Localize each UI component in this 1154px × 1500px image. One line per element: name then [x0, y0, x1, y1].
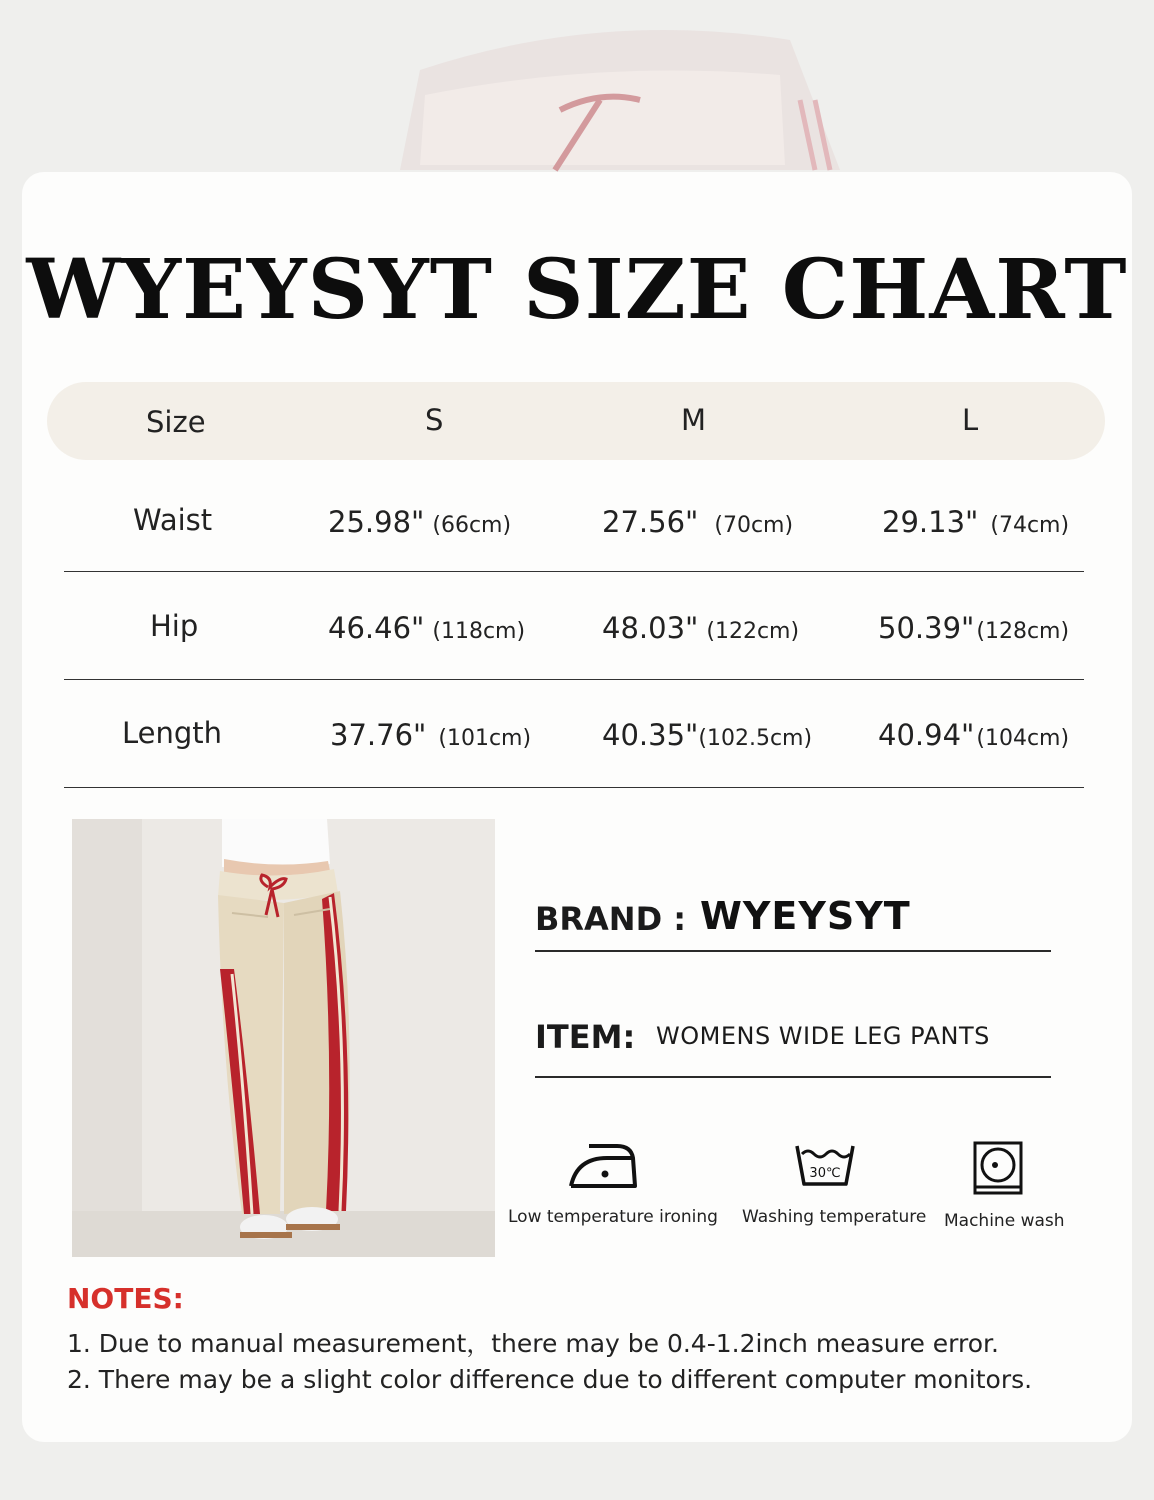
- item-value: WOMENS WIDE LEG PANTS: [656, 1022, 990, 1050]
- care-label-washing: Washing temperature: [742, 1207, 927, 1227]
- waist-s: 25.98" (66cm): [328, 505, 512, 539]
- item-label: ITEM:: [535, 1018, 636, 1056]
- length-m: 40.35"(102.5cm): [602, 718, 813, 752]
- machine-wash-icon: [973, 1141, 1023, 1195]
- table-divider: [64, 571, 1084, 572]
- waist-l: 29.13" (74cm): [882, 505, 1070, 539]
- table-divider: [64, 679, 1084, 680]
- product-photo: [72, 819, 495, 1257]
- brand-value: WYEYSYT: [700, 894, 911, 938]
- hip-s: 46.46" (118cm): [328, 611, 526, 645]
- length-l: 40.94"(104cm): [878, 718, 1070, 752]
- care-label-ironing: Low temperature ironing: [508, 1207, 718, 1227]
- brand-divider: [535, 950, 1051, 952]
- header-size: Size: [146, 405, 206, 439]
- length-s: 37.76" (101cm): [330, 718, 532, 752]
- note-item: 1. Due to manual measurement，there may be 0.4-1.2inch measure error.: [67, 1329, 999, 1358]
- header-s: S: [425, 403, 444, 437]
- table-divider: [64, 787, 1084, 788]
- notes-title: NOTES:: [67, 1282, 184, 1315]
- note-item: 2. There may be a slight color difference due to different computer monitors.: [67, 1365, 1033, 1394]
- brand-label: BRAND :: [535, 900, 687, 938]
- hip-m: 48.03" (122cm): [602, 611, 800, 645]
- wash-temp-text: 30℃: [809, 1166, 841, 1181]
- row-label-waist: Waist: [133, 503, 213, 537]
- header-l: L: [962, 403, 979, 437]
- hip-l: 50.39"(128cm): [878, 611, 1070, 645]
- row-label-hip: Hip: [150, 609, 199, 643]
- table-header-background: [47, 382, 1105, 460]
- item-divider: [535, 1076, 1051, 1078]
- header-m: M: [681, 403, 707, 437]
- page-title: WYEYSYT SIZE CHART: [26, 242, 1128, 338]
- low-temperature-iron-icon: [567, 1142, 639, 1192]
- waist-m: 27.56" (70cm): [602, 505, 794, 539]
- care-label-machine-wash: Machine wash: [944, 1211, 1065, 1231]
- row-label-length: Length: [122, 716, 223, 750]
- wash-30c-icon: [794, 1142, 856, 1188]
